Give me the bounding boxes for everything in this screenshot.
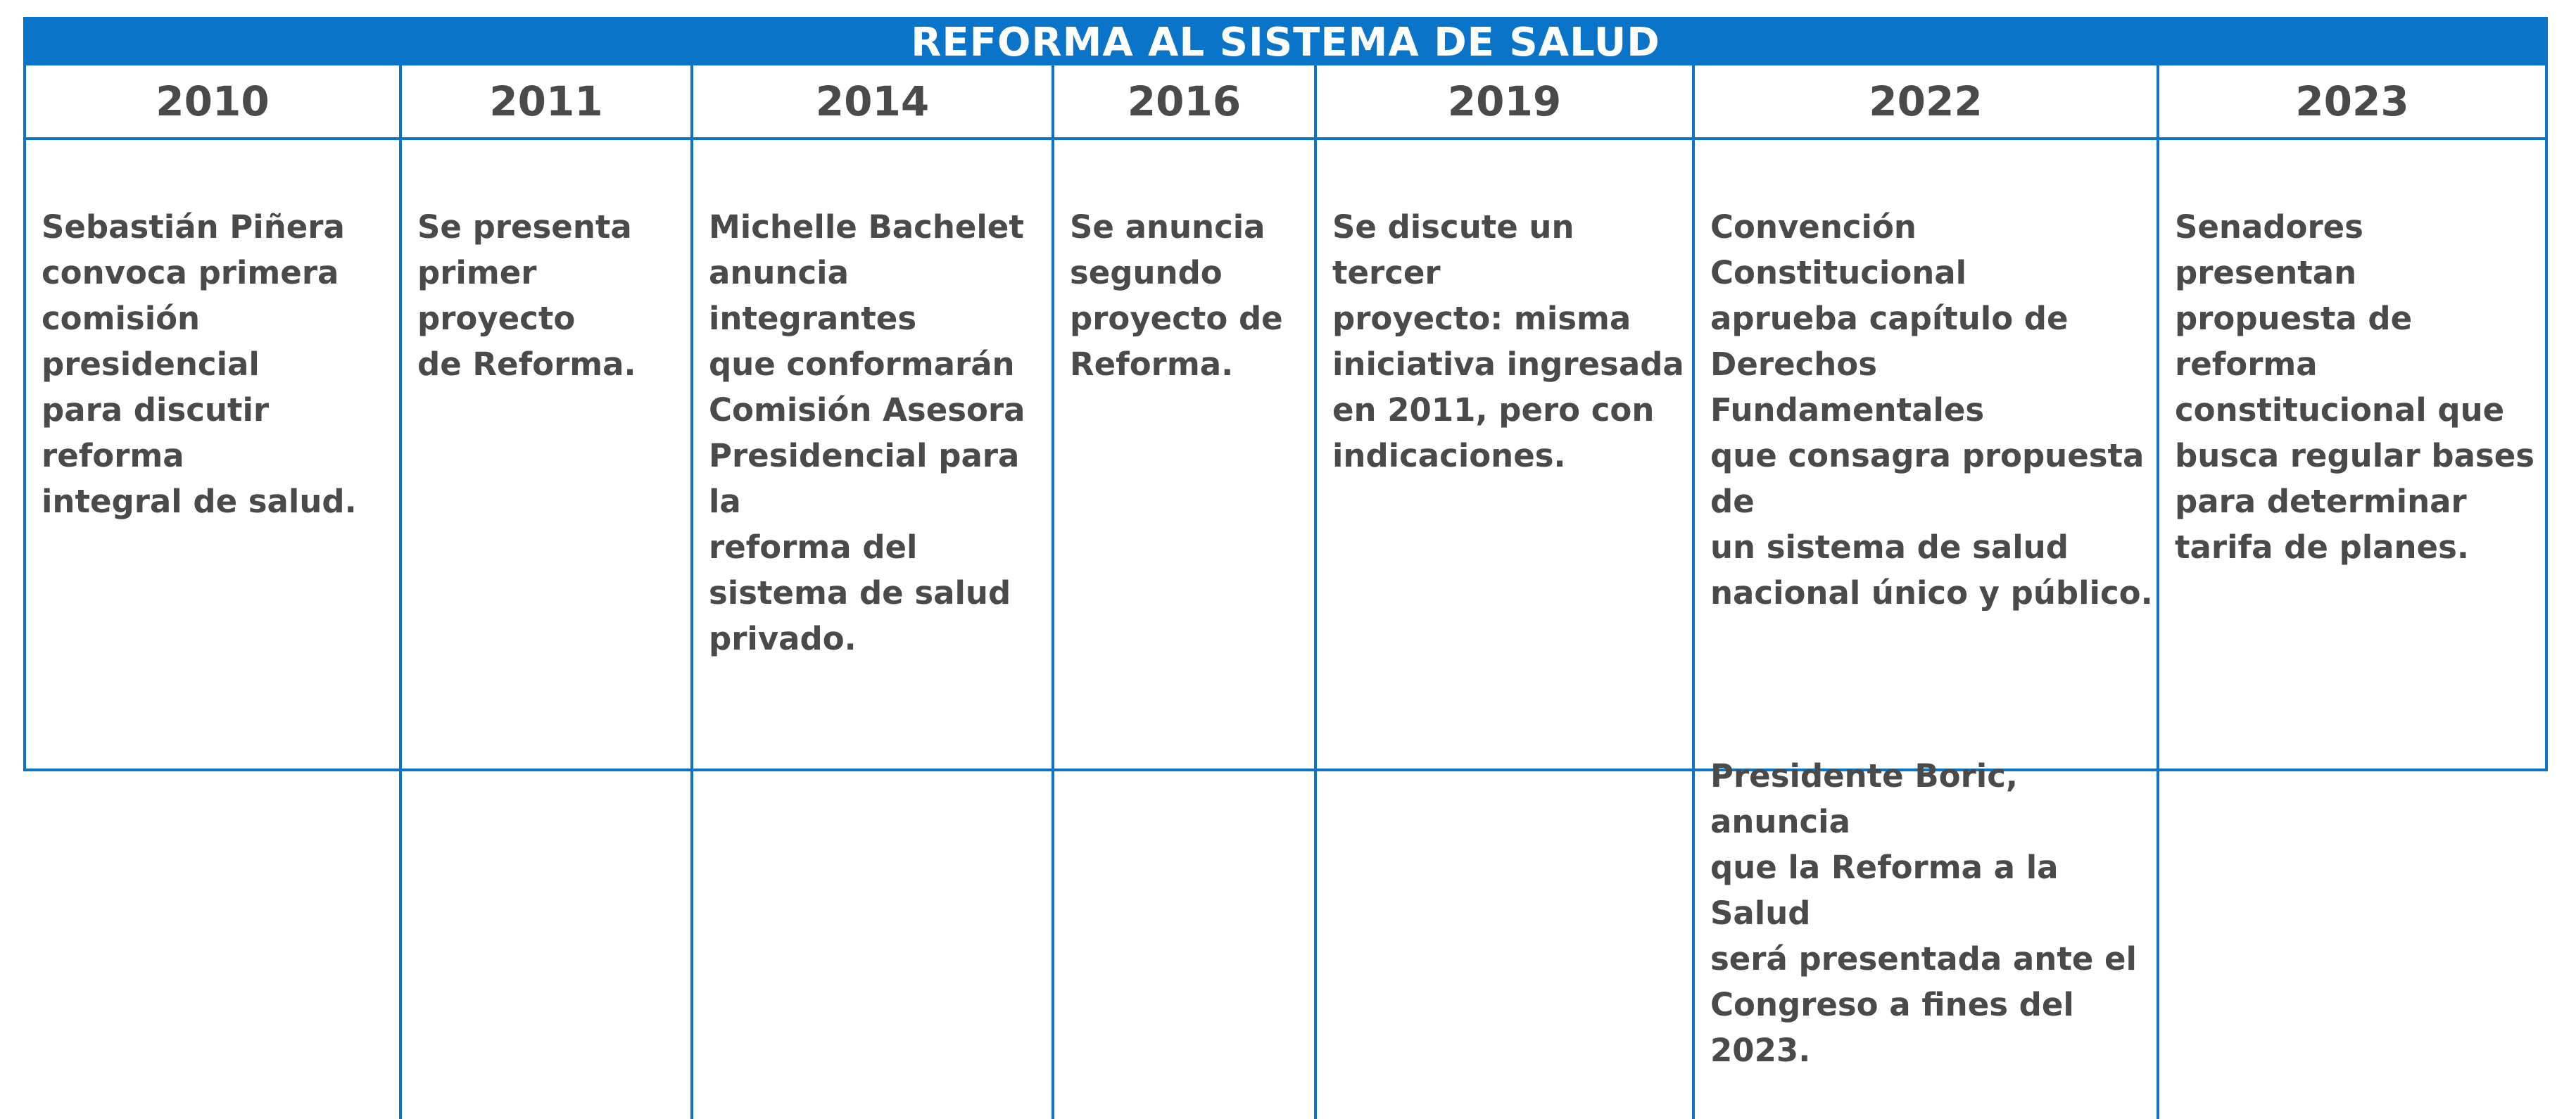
column-body (2159, 140, 2545, 616)
column-body (1695, 140, 2157, 1119)
milestone-text: Sebastián Piñera convoca primera comisión presidencial para discutir reforma integral de salud. (42, 208, 357, 520)
timeline-column-2022 (1692, 65, 2157, 1119)
year-header: 2011 (402, 65, 690, 140)
timeline-columns (26, 65, 2545, 1119)
timeline-column-2019 (1314, 65, 1692, 1119)
timeline-column-2023 (2157, 65, 2545, 1119)
timeline-column-2010 (26, 65, 399, 1119)
year-header: 2016 (1054, 65, 1314, 140)
timeline-table (23, 17, 2548, 1069)
milestone-text: Michelle Bachelet anuncia integrantes que conformarán Comisión Asesora Presidencial para la reforma del sistema de salud privado. (709, 208, 1025, 657)
year-header: 2023 (2159, 65, 2545, 140)
milestone-text: Se discute un tercer proyecto: misma iniciativa ingresada en 2011, pero con indicaciones. (1332, 208, 1684, 474)
column-body (26, 140, 399, 570)
timeline-column-2014 (690, 65, 1052, 1119)
milestone-text: Senadores presentan propuesta de reforma constitucional que busca regular bases para determinar tarifa de planes. (2175, 208, 2535, 566)
year-header: 2019 (1317, 65, 1692, 140)
milestone-text: Se presenta primer proyecto de Reforma. (417, 208, 636, 383)
year-header: 2014 (693, 65, 1052, 140)
milestone-text: Presidente Boric, anuncia que la Reforma a la Salud será presentada ante el Congreso a fines del 2023. (1710, 757, 2137, 1069)
column-body (402, 140, 690, 433)
timeline-column-2011 (399, 65, 690, 1119)
milestone-text: Se anuncia segundo proyecto de Reforma. (1070, 208, 1283, 383)
table-title: REFORMA AL SISTEMA DE SALUD (26, 20, 2545, 65)
year-header: 2022 (1695, 65, 2157, 140)
milestone-text: Convención Constitucional aprueba capítulo de Derechos Fundamentales que consagra propuesta de un sistema de salud nacional único y público. (1710, 208, 2153, 612)
column-body (1054, 140, 1314, 433)
column-body (693, 140, 1052, 707)
year-header: 2010 (26, 65, 399, 140)
timeline-column-2016 (1052, 65, 1314, 1119)
column-body (1317, 140, 1692, 524)
